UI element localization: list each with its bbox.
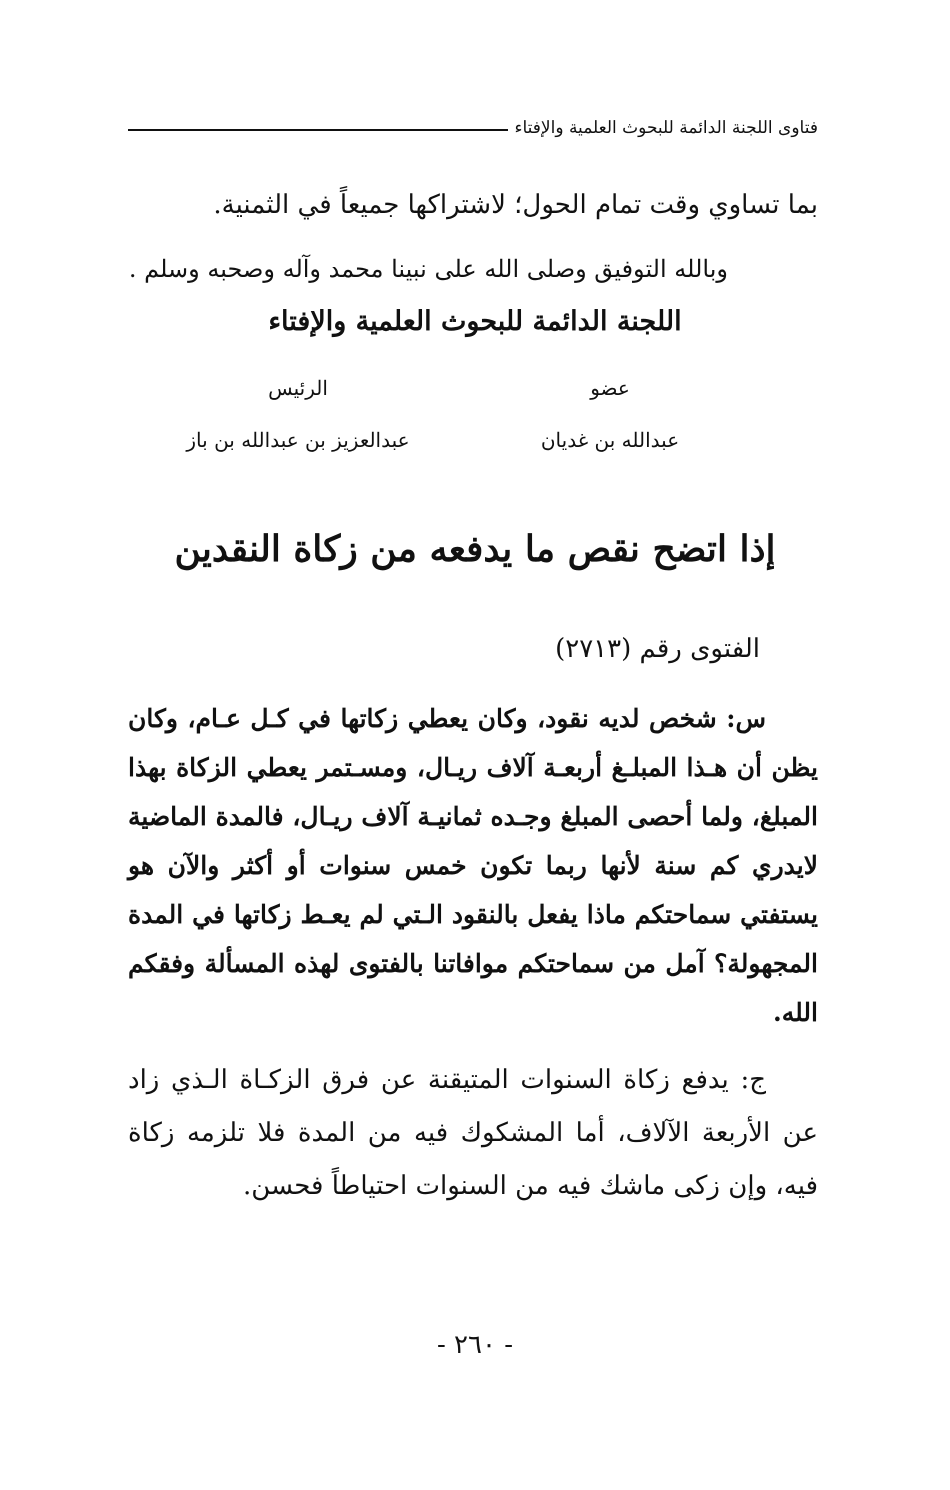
chair-title: الرئيس [268,376,328,400]
committee-name: اللجنة الدائمة للبحوث العلمية والإفتاء [268,306,682,337]
question-paragraph: س: شخص لديه نقود، وكان يعطي زكاتها في كـل عـام، وكان يظن أن هـذا المبلـغ أربعـة آلاف ريـال، ومسـتمر يعطي الزكاة بهذا المبلغ، ولما أحصى المبلغ وجـده ثمانيـة آلاف ريـال، فالمدة الماضية لايدري كم سنة لأنها ربما تكون خمس سنوات أو أكثر والآن هو يستفتي سماحتكم ماذا يفعل بالنقود الـتي لم يعـط زكاتها في المدة المجهولة؟ آمل من سماحتكم موافاتنا بالفتوى لهذه المسألة وفقكم الله. [128,704,818,1027]
answer-paragraph: ج: يدفع زكاة السنوات المتيقنة عن فرق الزكـاة الـذي زاد عن الأربعة الآلاف، أما المشكوك فيه من المدة فلا تلزمه زكاة فيه، وإن زكى ماشك فيه من السنوات احتياطاً فحسن. [128,1065,818,1201]
closing-prayer: وبالله التوفيق وصلى الله على نبينا محمد وآله وصحبه وسلم . [128,255,728,283]
member-name: عبدالله بن غديان [540,428,680,452]
running-header-title: فتاوى اللجنة الدائمة للبحوث العلمية والإفتاء [514,118,818,138]
chair-name: عبدالعزيز بن عبدالله بن باز [186,428,410,452]
signature-chair [148,362,448,466]
fatwa-number: الفتوى رقم (٢٧١٣) [555,634,760,664]
header-rule [128,129,508,131]
page-number: - ٢٦٠ - [436,1330,514,1360]
section-title: إذا اتضح نقص ما يدفعه من زكاة النقدين [174,528,776,570]
member-title: عضو [590,376,630,400]
continuation-line: بما تساوي وقت تمام الحول؛ لاشتراكها جميعاً في الثمنية. [213,190,818,220]
signature-member [460,362,760,466]
running-header [128,118,818,138]
